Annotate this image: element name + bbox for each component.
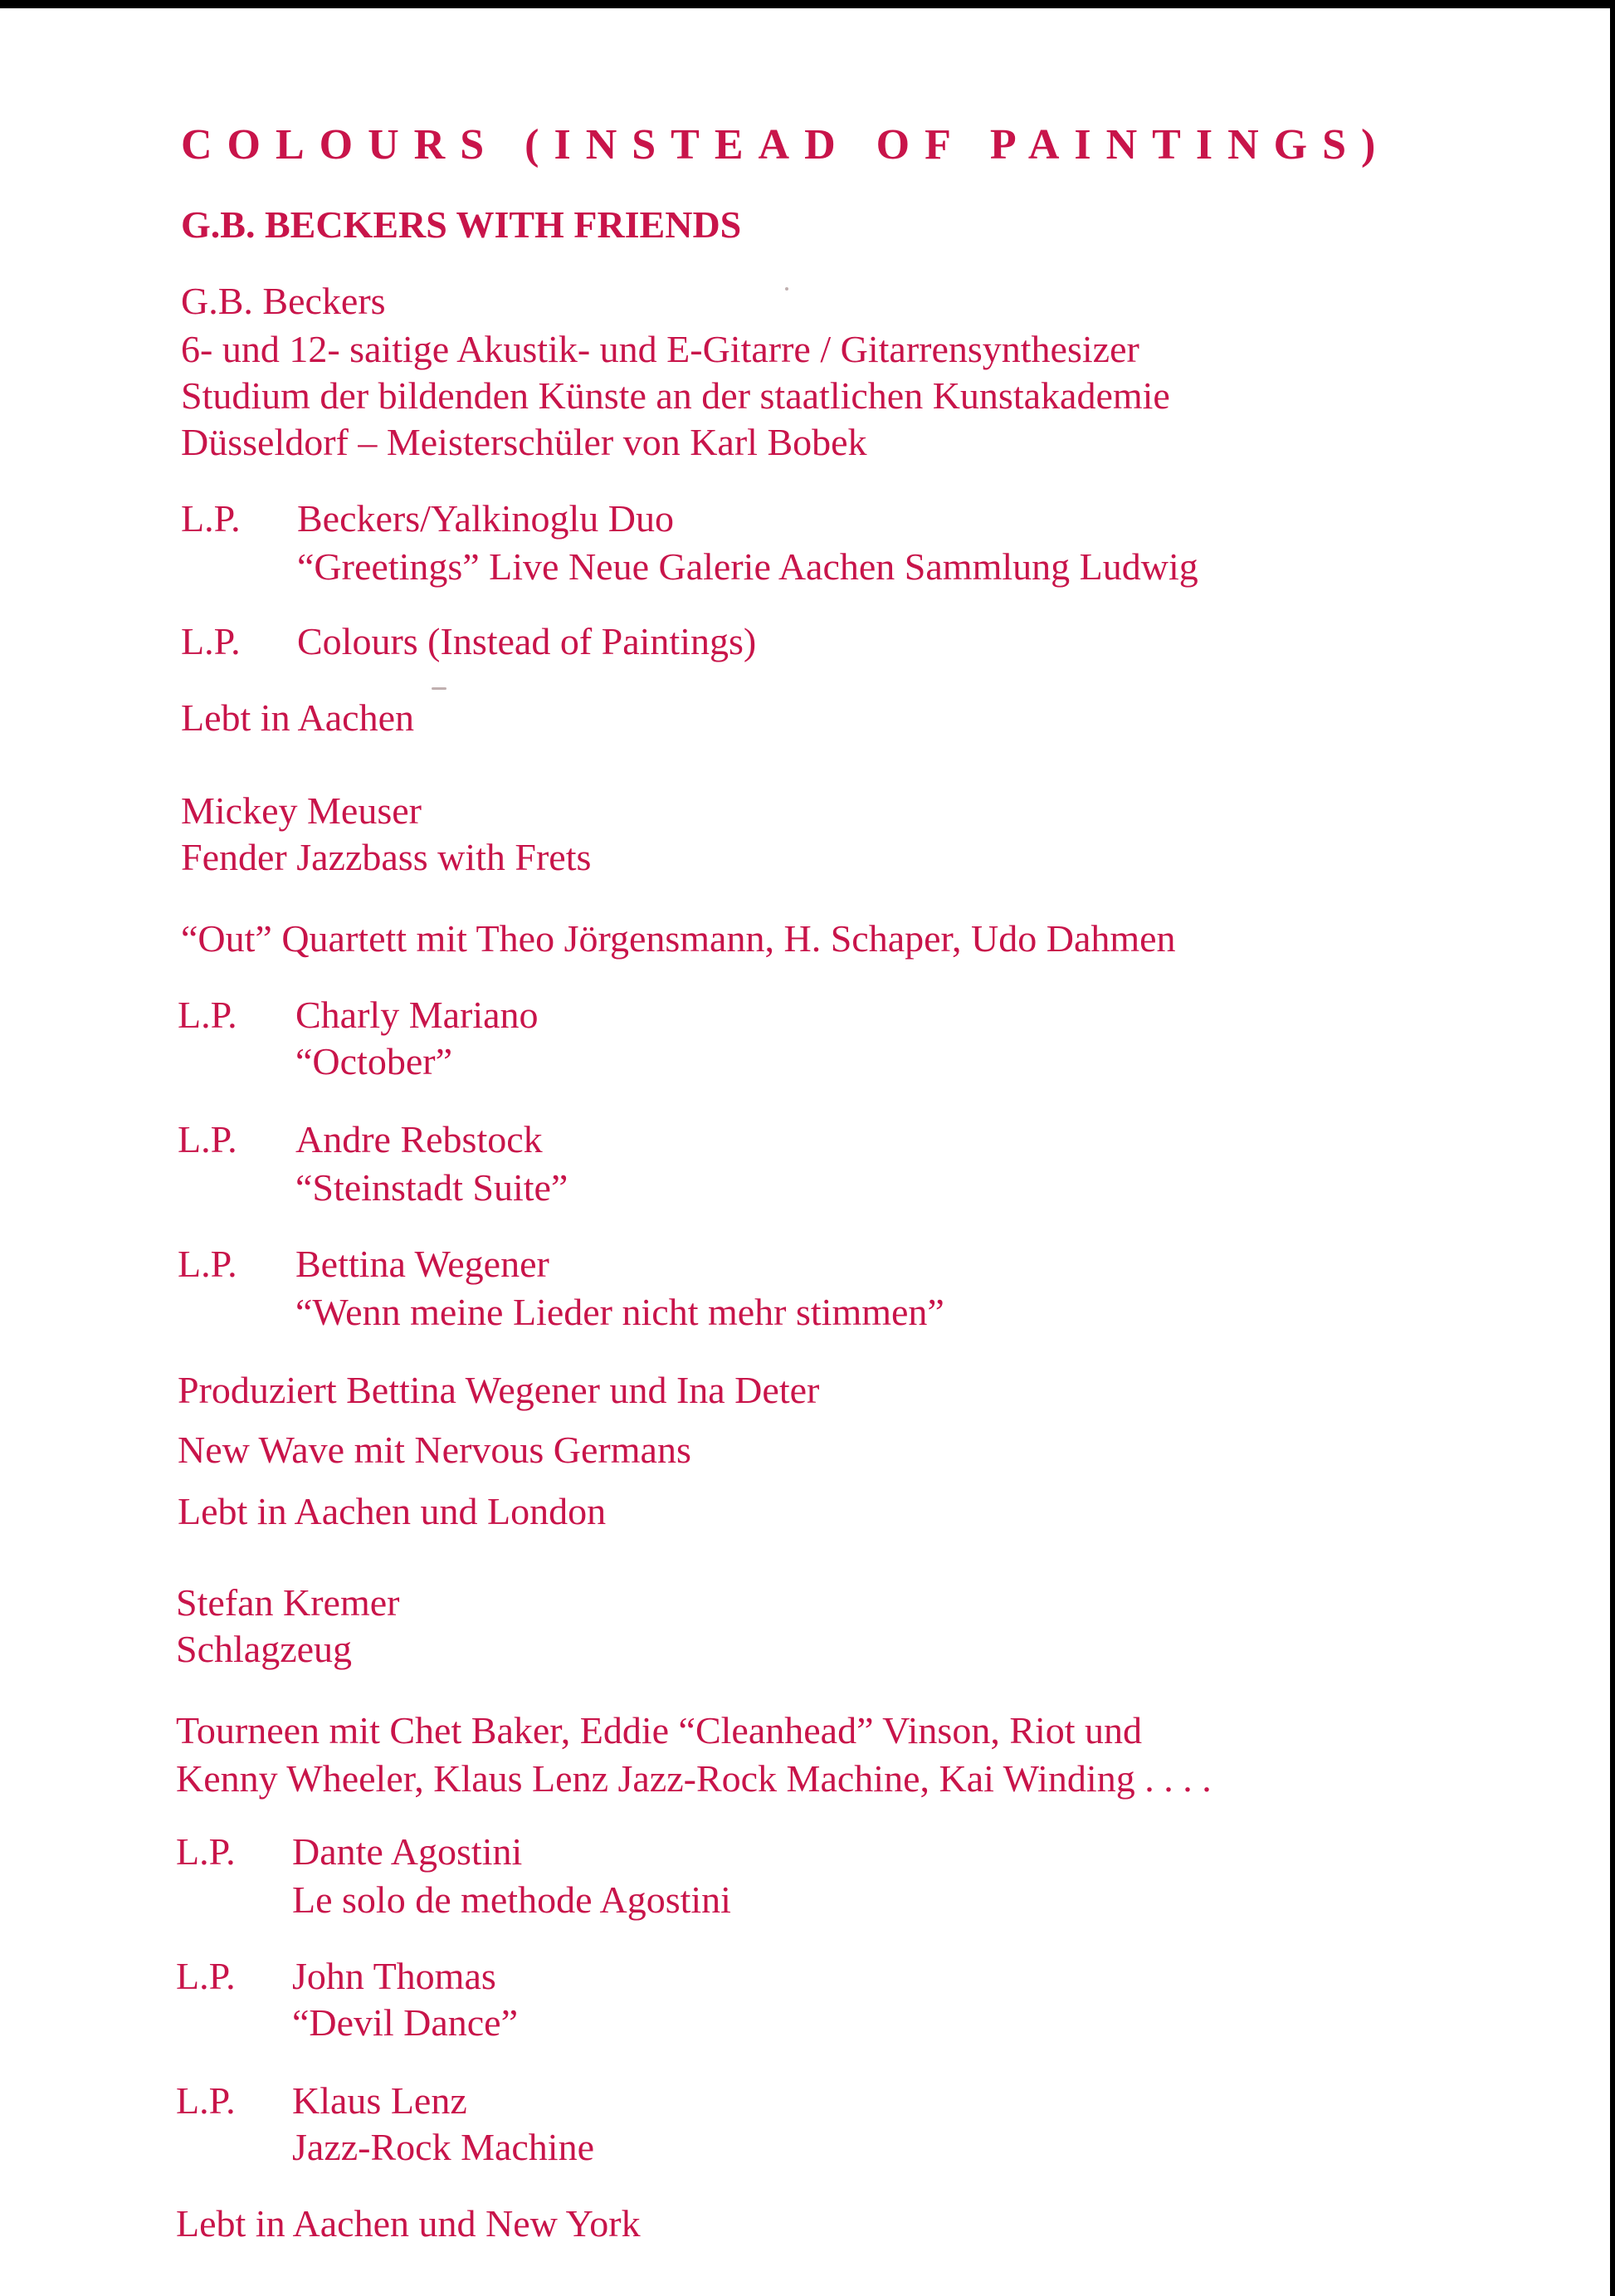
lp-artist: Bettina Wegener [295, 1243, 549, 1285]
artist-name: G.B. Beckers [181, 280, 386, 322]
page-subtitle: G.B. BECKERS WITH FRIENDS [181, 203, 742, 246]
lp-artist: Andre Rebstock [295, 1118, 543, 1160]
artist-tours-line2: Kenny Wheeler, Klaus Lenz Jazz-Rock Machine, Kai Winding . . . . [176, 1757, 1212, 1800]
artist-name: Stefan Kremer [176, 1581, 400, 1624]
lp-title: “Greetings” Live Neue Galerie Aachen Sammlung Ludwig [297, 545, 1198, 588]
lp-artist: Dante Agostini [292, 1830, 523, 1873]
artist-tours-line1: Tourneen mit Chet Baker, Eddie “Cleanhead” Vinson, Riot und [176, 1709, 1143, 1751]
lp-label: L.P. [176, 1830, 236, 1873]
lp-title: “Steinstadt Suite” [295, 1166, 568, 1209]
lp-artist: Charly Mariano [295, 994, 539, 1036]
lp-artist: John Thomas [292, 1955, 496, 1997]
artist-residence: Lebt in Aachen und London [178, 1490, 607, 1532]
artist-residence: Lebt in Aachen [181, 696, 415, 739]
artist-study-line1: Studium der bildenden Künste an der staatlichen Kunstakademie [181, 374, 1170, 417]
lp-label: L.P. [181, 620, 241, 662]
lp-title: Jazz-Rock Machine [292, 2126, 595, 2168]
lp-label: L.P. [176, 2079, 236, 2122]
lp-title: “Devil Dance” [292, 2001, 519, 2044]
lp-title: “October” [295, 1040, 452, 1082]
lp-title: Le solo de methode Agostini [292, 1878, 731, 1921]
artist-instrument: Schlagzeug [176, 1628, 353, 1670]
artist-study-line2: Düsseldorf – Meisterschüler von Karl Bobek [181, 421, 867, 463]
lp-label: L.P. [181, 497, 241, 540]
artist-instrument: 6- und 12- saitige Akustik- und E-Gitarre / Gitarrensynthesizer [181, 328, 1139, 370]
page-title: COLOURS (INSTEAD OF PAINTINGS) [181, 121, 1391, 169]
artist-quartet: “Out” Quartett mit Theo Jörgensmann, H. Schaper, Udo Dahmen [181, 917, 1176, 960]
lp-title: “Wenn meine Lieder nicht mehr stimmen” [295, 1291, 944, 1333]
lp-label: L.P. [178, 994, 237, 1036]
artist-residence: Lebt in Aachen und New York [176, 2202, 641, 2245]
scan-speck [432, 687, 446, 690]
lp-title: Colours (Instead of Paintings) [297, 620, 757, 662]
lp-label: L.P. [178, 1243, 237, 1285]
lp-artist: Beckers/Yalkinoglu Duo [297, 497, 675, 540]
artist-band: New Wave mit Nervous Germans [178, 1429, 691, 1471]
scan-speck [785, 287, 788, 291]
artist-production: Produziert Bettina Wegener und Ina Deter [178, 1369, 820, 1411]
lp-artist: Klaus Lenz [292, 2079, 467, 2122]
lp-label: L.P. [178, 1118, 237, 1160]
artist-name: Mickey Meuser [181, 789, 422, 832]
artist-instrument: Fender Jazzbass with Frets [181, 836, 592, 878]
lp-label: L.P. [176, 1955, 236, 1997]
